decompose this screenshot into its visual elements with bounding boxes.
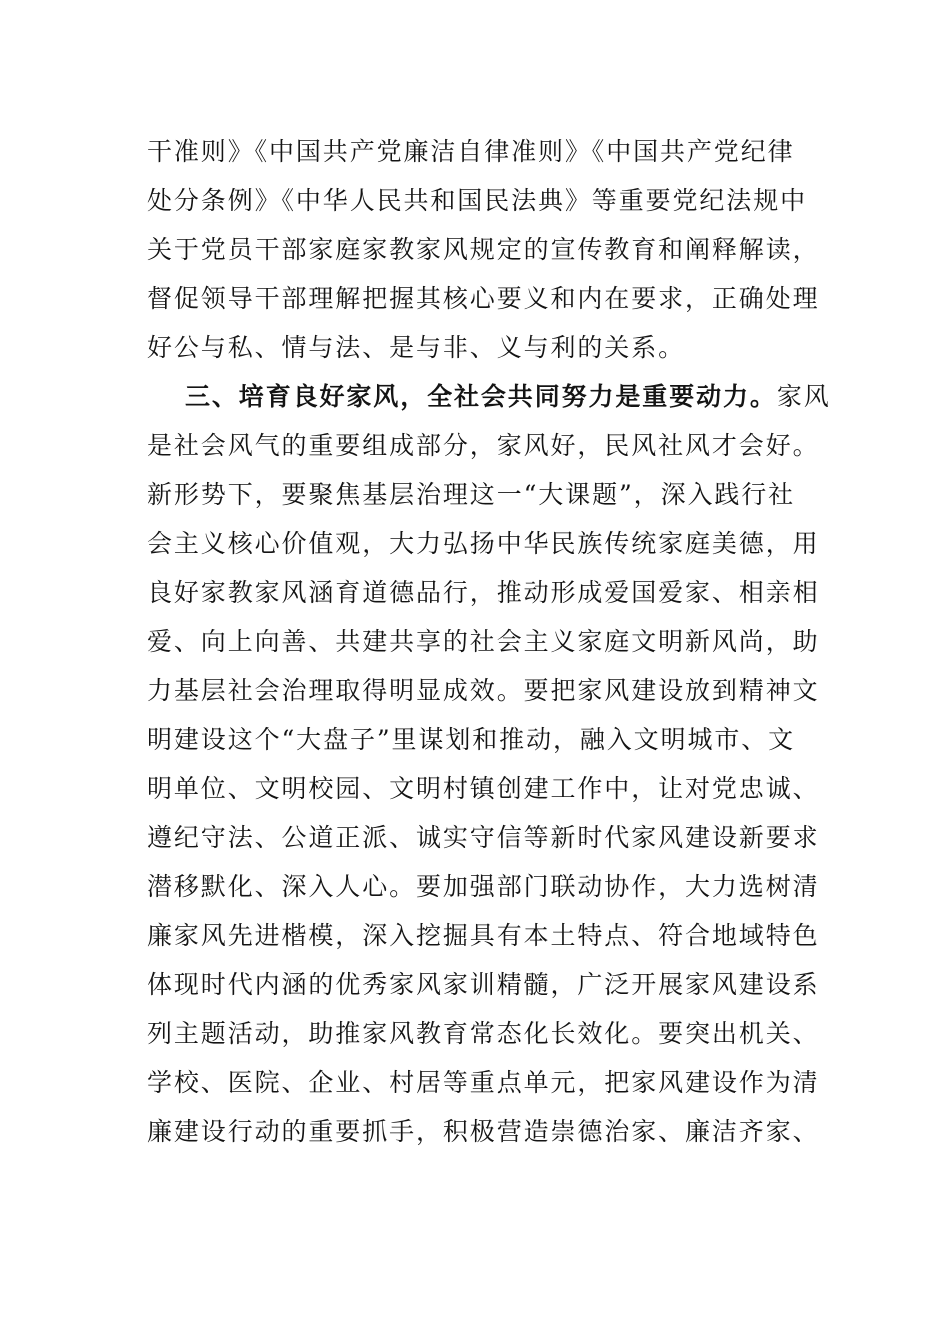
paragraph-line: 廉建设行动的重要抓手，积极营造崇德治家、廉洁齐家、 bbox=[147, 1117, 820, 1146]
paragraph-line: 好公与私、情与法、是与非、义与利的关系。 bbox=[147, 333, 686, 362]
paragraph-line: 体现时代内涵的优秀家风家训精髓，广泛开展家风建设系 bbox=[147, 970, 820, 999]
paragraph-line: 会主义核心价值观，大力弘扬中华民族传统家庭美德，用 bbox=[147, 529, 820, 558]
paragraph-line: 处分条例》《中华人民共和国民法典》等重要党纪法规中 bbox=[147, 186, 808, 215]
paragraph-line: 力基层社会治理取得明显成效。要把家风建设放到精神文 bbox=[147, 676, 820, 705]
section-heading-line bbox=[185, 379, 845, 415]
section-heading: 三、培育良好家风，全社会共同努力是重要动力。 bbox=[185, 382, 777, 411]
paragraph-line: 列主题活动，助推家风教育常态化长效化。要突出机关、 bbox=[147, 1019, 820, 1048]
paragraph-line: 明单位、文明校园、文明村镇创建工作中，让对党忠诚、 bbox=[147, 774, 820, 803]
paragraph-line: 关于党员干部家庭家教家风规定的宣传教育和阐释解读， bbox=[147, 235, 820, 264]
paragraph-line: 良好家教家风涵育道德品行，推动形成爱国爱家、相亲相 bbox=[147, 578, 820, 607]
paragraph-line: 学校、医院、企业、村居等重点单元，把家风建设作为清 bbox=[147, 1068, 820, 1097]
paragraph-line: 廉家风先进楷模，深入挖掘具有本土特点、符合地域特色 bbox=[147, 921, 820, 950]
paragraph-line: 新形势下，要聚焦基层治理这一“大课题”，深入践行社 bbox=[147, 480, 796, 509]
paragraph-line: 爱、向上向善、共建共享的社会主义家庭文明新风尚，助 bbox=[147, 627, 820, 656]
paragraph-line: 潜移默化、深入人心。要加强部门联动协作，大力选树清 bbox=[147, 872, 820, 901]
paragraph-line: 是社会风气的重要组成部分，家风好，民风社风才会好。 bbox=[147, 431, 820, 460]
paragraph-line: 明建设这个“大盘子”里谋划和推动，融入文明城市、文 bbox=[147, 725, 796, 754]
paragraph-line: 遵纪守法、公道正派、诚实守信等新时代家风建设新要求 bbox=[147, 823, 820, 852]
heading-line-rest: 家风 bbox=[776, 382, 831, 411]
paragraph-line: 干准则》《中国共产党廉洁自律准则》《中国共产党纪律 bbox=[147, 137, 795, 166]
paragraph-line: 督促领导干部理解把握其核心要义和内在要求，正确处理 bbox=[147, 284, 820, 313]
